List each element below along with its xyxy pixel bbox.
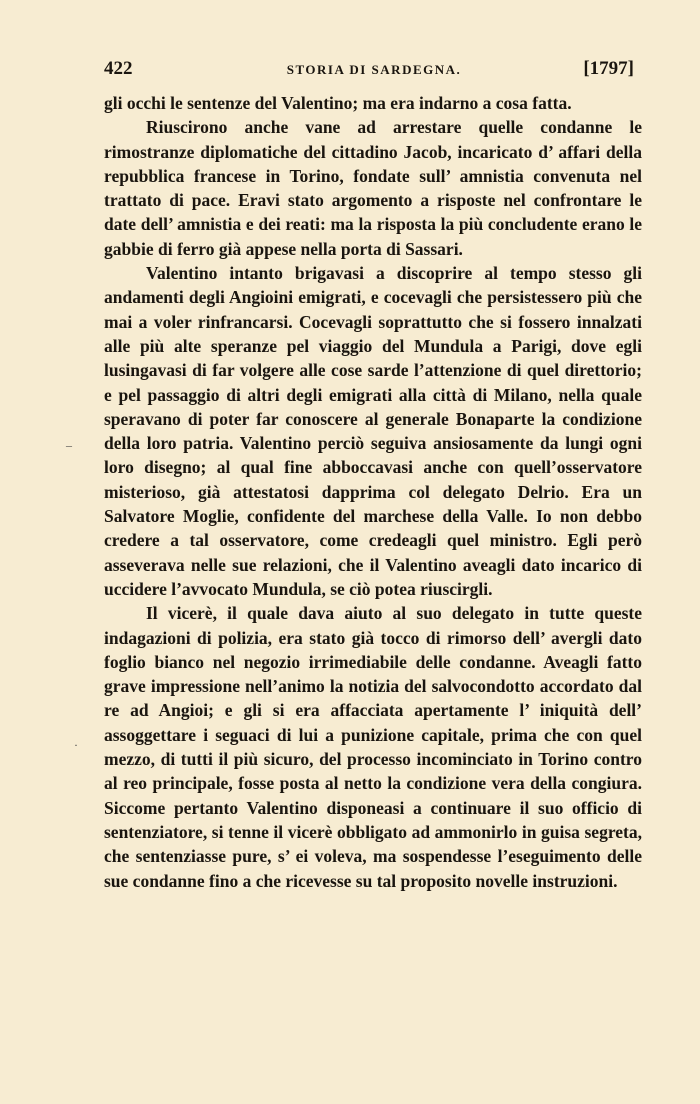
paragraph-1: gli occhi le sentenze del Valentino; ma era indarno a cosa fatta. [104, 93, 572, 113]
page-number: 422 [104, 58, 133, 79]
paragraph-2: Riuscirono anche vane ad arrestare quelle condanne le rimostranze diplomatiche del cittadino Jacob, incaricato d’ affari della repubblica francese in Torino, fondate sull’ amnistia convenuta nel trattato di pace. Eravi stato argomento a risposte nel confrontare le date dell’ amnistia e dei reati: ma la risposta la più concludente erano le gabbie di ferro già appese nella porta di Sassari. [104, 117, 642, 259]
margin-mark: – [66, 438, 72, 452]
running-header [104, 56, 644, 86]
paragraph-4: Il vicerè, il quale dava aiuto al suo delegato in tutte queste indagazioni di polizia, era stato già tocco di rimorso dell’ avergli dato foglio bianco nel negozio irrimediabile delle condanne. Aveagli fatto grave impressione nell’animo la notizia del salvocondotto accordato dal re ad Angioi; e gli si era affacciata apertamente l’ iniquità dell’ assoggettare i seguaci di lui a punizione capitale, prima che con quel mezzo, di tutti il più sicuro, del processo incominciato in Torino contro al reo principale, fosse posta al netto la condizione vera della congiura. Siccome pertanto Valentino disponeasi a continuare il suo officio di sentenziatore, si tenne il vicerè obbligato ad ammonirlo in guisa segreta, che sentenziasse pure, s’ ei voleva, ma sospendesse l’eseguimento delle sue condanne fino a che ricevesse su tal proposito novelle instruzioni. [104, 603, 642, 891]
body-text [104, 91, 642, 893]
header-year: [1797] [583, 58, 634, 79]
paragraph-3: Valentino intanto brigavasi a discoprire al tempo stesso gli andamenti degli Angioini emigrati, e cocevagli che persistessero più che mai a voler rinfrancarsi. Cocevagli soprattutto che si fossero innalzati alle più alte speranze pel viaggio del Mundula a Parigi, dove egli lusingavasi di far volgere alle cose sarde l’attenzione di quel direttorio; e pel passaggio di altri degli emigrati alla città di Milano, nella quale speravano di poter far conoscere al generale Bonaparte la condizione della loro patria. Valentino perciò seguiva ansiosamente da lungi ogni loro disegno; al qual fine abboccavasi anche con quell’osservatore misterioso, già attestatosi dapprima col delegato Delrio. Era un Salvatore Moglie, confidente del marchese della Valle. Io non debbo credere a tal osservatore, come credeagli quel ministro. Egli però asseverava nelle sue relazioni, che il Valentino aveagli dato incarico di uccidere l’avvocato Mundula, se ciò potea riuscirgli. [104, 263, 642, 599]
running-title: STORIA DI SARDEGNA. [286, 62, 462, 77]
margin-dot: · [74, 738, 78, 752]
